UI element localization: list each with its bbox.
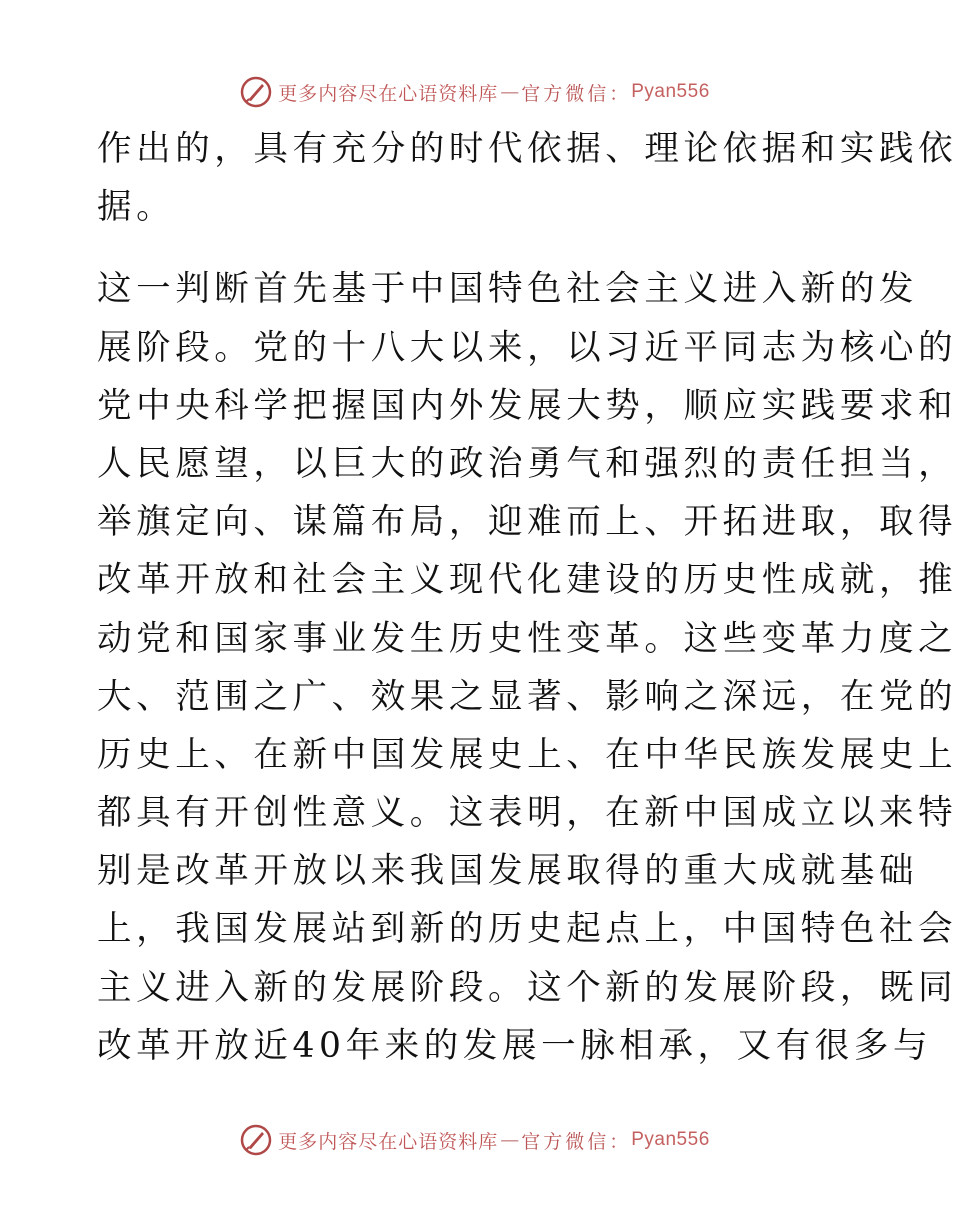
text-line: 历史上、在新中国发展史上、在中华民族发展史上 xyxy=(97,734,957,775)
text-line: 改革开放和社会主义现代化建设的历史性成就，推 xyxy=(97,560,957,601)
watermark-site-text: 更多内容尽在心语资料库 xyxy=(278,82,499,105)
text-line: 党中央科学把握国内外发展大势，顺应实践要求和 xyxy=(97,385,957,426)
document-body xyxy=(97,120,957,1075)
paragraph-1 xyxy=(97,120,957,236)
watermark-wechat-id: Pyan556 xyxy=(631,81,710,102)
watermark-site-text: 更多内容尽在心语资料库 xyxy=(278,1130,499,1153)
text-line: 主义进入新的发展阶段。这个新的发展阶段，既同 xyxy=(97,967,957,1008)
text-line: 人民愿望，以巨大的政治勇气和强烈的责任担当， xyxy=(97,443,957,484)
text-line: 作出的，具有充分的时代依据、理论依据和实践依 xyxy=(97,129,957,169)
quill-logo-icon xyxy=(240,1124,272,1156)
text-line: 改革开放近40年来的发展一脉相承，又有很多与 xyxy=(97,1025,933,1066)
watermark-wechat-id: Pyan556 xyxy=(631,1129,710,1150)
watermark-label: 官方微信： xyxy=(521,82,632,105)
header-watermark xyxy=(0,72,950,112)
watermark-label: 官方微信： xyxy=(521,1130,632,1153)
paragraph-2 xyxy=(97,260,957,1075)
footer-watermark xyxy=(0,1120,950,1160)
quill-logo-icon xyxy=(240,76,272,108)
text-line: 动党和国家事业发生历史性变革。这些变革力度之 xyxy=(97,618,957,659)
text-line: 展阶段。党的十八大以来，以习近平同志为核心的 xyxy=(97,327,957,368)
text-line: 这一判断首先基于中国特色社会主义进入新的发 xyxy=(97,269,919,310)
text-line: 上，我国发展站到新的历史起点上，中国特色社会 xyxy=(97,909,957,950)
watermark-separator: — xyxy=(500,81,520,103)
text-line: 举旗定向、谋篇布局，迎难而上、开拓进取，取得 xyxy=(97,502,957,543)
watermark-separator: — xyxy=(500,1129,520,1151)
text-line: 大、范围之广、效果之显著、影响之深远，在党的 xyxy=(97,676,957,717)
text-line: 据。 xyxy=(97,187,176,228)
text-line: 别是改革开放以来我国发展取得的重大成就基础 xyxy=(97,851,919,892)
text-line: 都具有开创性意义。这表明，在新中国成立以来特 xyxy=(97,793,957,834)
